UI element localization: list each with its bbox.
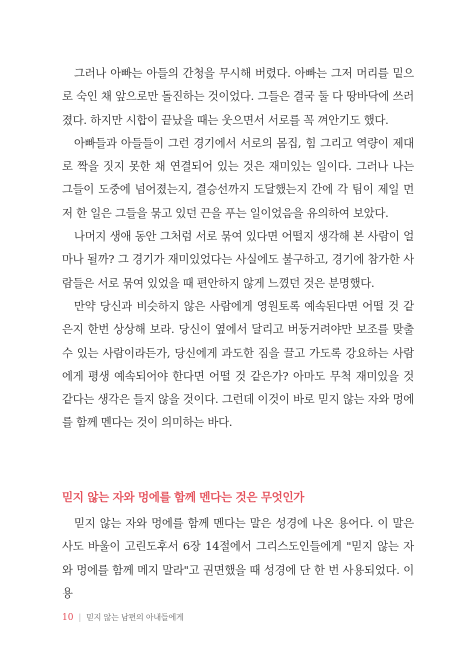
page-number: 10 [62,612,74,623]
paragraph: 나머지 생애 동안 그처럼 서로 묶여 있다면 어떨지 생각해 본 사람이 얼마나 될까? 그 경기가 재미있었다는 사실에도 불구하고, 경기에 참가한 사람들은 서로 묶여 있었을 때 편안하지 않게 느꼈던 것은 분명했다. [62,230,414,290]
paragraph: 아빠들과 아들들이 그런 경기에서 서로의 몸집, 힘 그리고 역량이 제대로 짝을 짓지 못한 채 연결되어 있는 것은 재미있는 일이다. 그러나 나는 그들이 도중에 넘어졌는지, 결승선까지 도달했는지 간에 각 팀이 제일 먼저 한 일은 그들을 묶고 있던 끈을 푸는 일이었음을 유의하여 보았다. [62,136,414,220]
main-text [62,62,414,435]
section-heading: 믿지 않는 자와 멍에를 함께 멘다는 것은 무엇인가 [62,490,305,504]
paragraph: 만약 당신과 비슷하지 않은 사람에게 영원토록 예속된다면 어떨 것 같은지 한번 상상해 보라. 당신이 옆에서 달리고 버둥거려야만 보조를 맞출 수 있는 사람이라든가, 당신에게 과도한 짐을 끌고 가도록 강요하는 사람에게 평생 예속되어야 한다면 어떨 것 같은가? 아마도 무척 재미있을 것 같다는 생각은 들지 않을 것이다. 그런데 이것이 바로 믿지 않는 자와 멍에를 함께 멘다는 것이 의미하는 바다. [62,299,414,430]
section-body [62,512,414,605]
paragraph: 믿지 않는 자와 멍에를 함께 멘다는 말은 성경에 나온 용어다. 이 말은 사도 바울이 고린도후서 6장 14절에서 그리스도인들에게 "믿지 않는 자와 멍에를 함께 메지 말라"고 권면했을 때 성경에 단 한 번 사용되었다. 이 용 [62,517,414,600]
paragraph: 그러나 아빠는 아들의 간청을 무시해 버렸다. 아빠는 그저 머리를 밑으로 숙인 채 앞으로만 돌진하는 것이었다. 그들은 결국 둘 다 땅바닥에 쓰러졌다. 하지만 시합이 끝났을 때는 웃으면서 서로를 꼭 껴안기도 했다. [62,67,414,127]
running-title: 믿지 않는 남편의 아내들에게 [86,613,184,622]
footer-separator: | [78,613,82,622]
page-footer [62,612,184,623]
